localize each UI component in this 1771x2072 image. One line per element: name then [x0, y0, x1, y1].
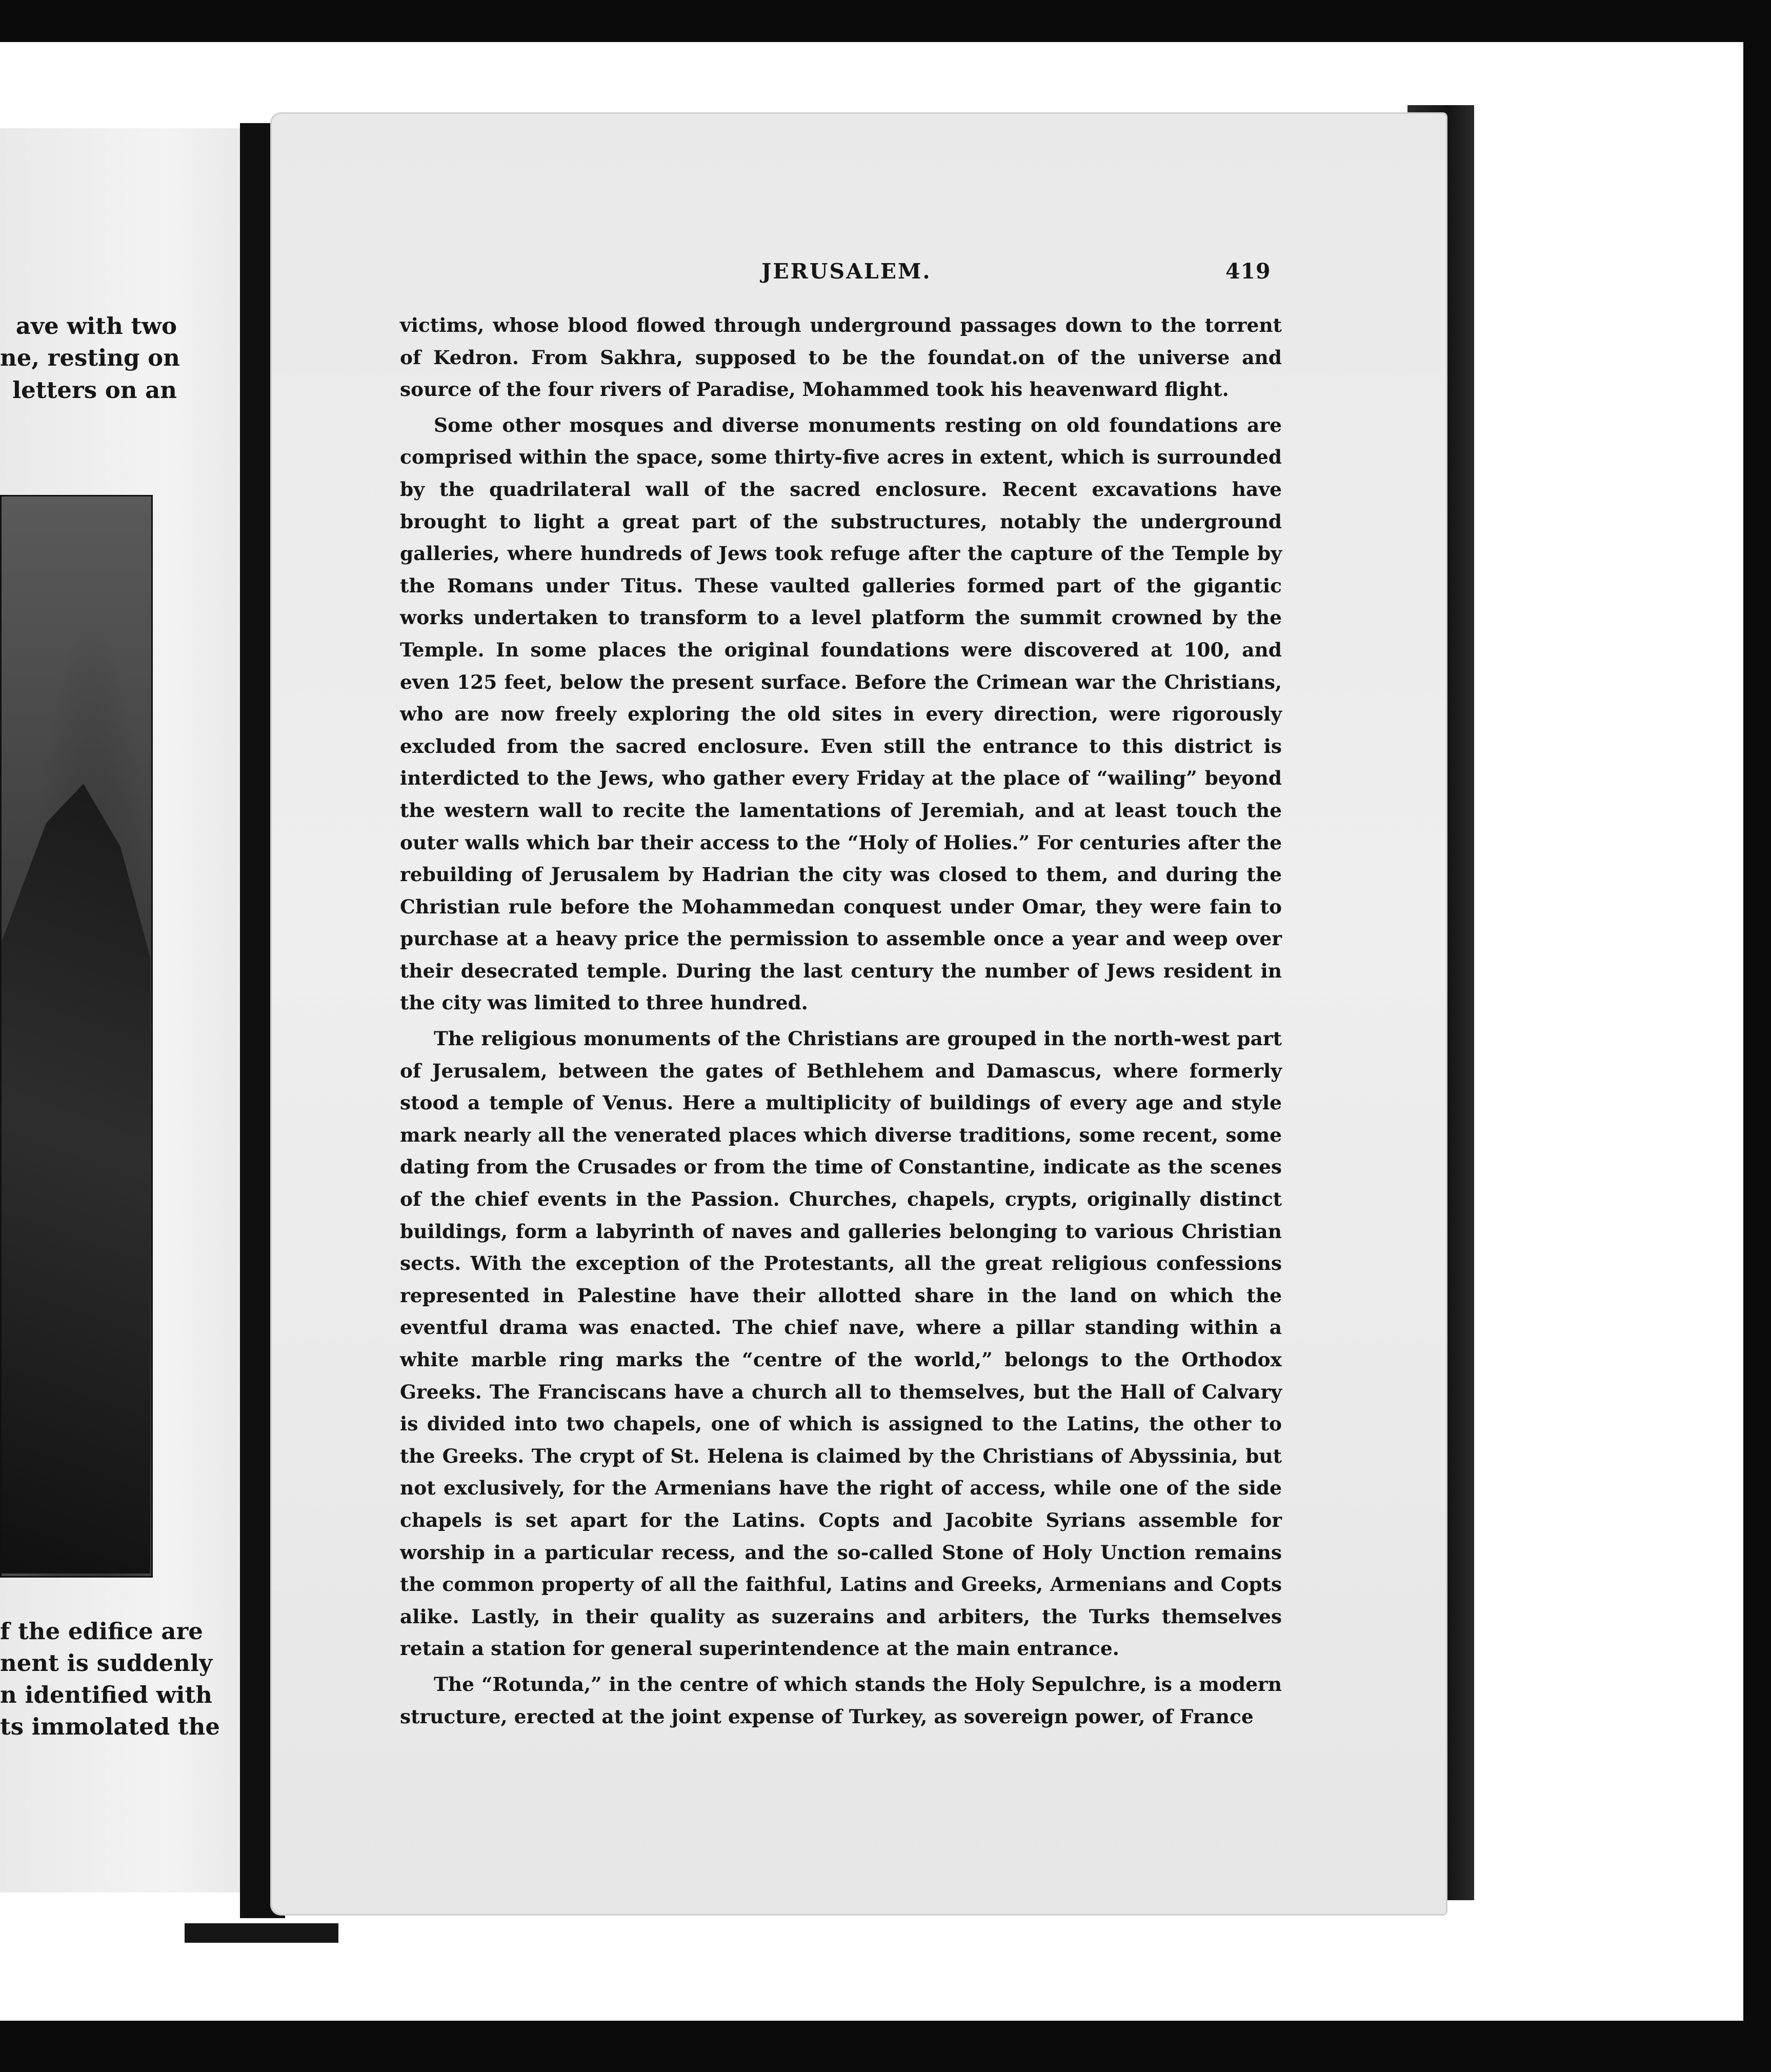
left-page-line: n identified with [0, 1681, 212, 1708]
body-paragraph: The religious monuments of the Christians are grouped in the north-west part of Jerusalem, between the gates of Bethlehem and Damascus, where formerly stood a temple of Venus. Here a multiplicity of buildings of every age and style mark nearly all the venerated places which diverse traditions, some recent, some dating from the Crusades or from the time of Constantine, indicate as the scenes of the chief events in the Passion. Churches, chapels, crypts, originally distinct buildings, form a labyrinth of naves and galleries belonging to various Christian sects. With the exception of the Protestants, all the great religious confessions represented in Palestine have their allotted share in the land on which the eventful drama was enacted. The chief nave, where a pillar standing within a white marble ring marks the “centre of the world,” belongs to the Orthodox Greeks. The Franciscans have a church all to themselves, but the Hall of Calvary is divided into two chapels, one of which is assigned to the Latins, the other to the Greeks. The crypt of St. Helena is claimed by the Christians of Abyssinia, but not exclusively, for the Armenians have the right of access, while one of the side chapels is set apart for the Latins. Copts and Jacobite Syrians assemble for worship in a particular recess, and the so-called Stone of Holy Unction remains the common property of all the faithful, Latins and Greeks, Armenians and Copts alike. Lastly, in their quality as suzerains and arbiters, the Turks themselves retain a station for general superintendence at the main entrance. [400, 1027, 1282, 1660]
left-page-line: letters on an [12, 376, 177, 404]
body-paragraph: Some other mosques and diverse monuments resting on old foundations are comprised within the space, some thirty-five acres in extent, which is surrounded by the quadrilateral wall of the sacred enclosure. Recent excavations have brought to light a great part of the substructures, notably the underground galleries, where hundreds of Jews took refuge after the capture of the Temple by the Romans under Titus. These vaulted galleries formed part of the gigantic works undertaken to transform to a level platform the summit crowned by the Temple. In some places the original foundations were discovered at 100, and even 125 feet, below the present surface. Before the Crimean war the Christians, who are now freely exploring the old sites in every direction, were rigorously excluded from the sacred enclosure. Even still the entrance to this district is interdicted to the Jews, who gather every Friday at the place of “wailing” beyond the western wall to recite the lamentations of Jeremiah, and at least touch the outer walls which bar their access to the “Holy of Holies.” For centuries after the rebuilding of Jerusalem by Hadrian the city was closed to them, and during the Christian rule before the Mohammedan conquest under Omar, they were fain to purchase at a heavy price the permission to assemble once a year and weep over their desecrated temple. During the last century the number of Jews resident in the city was limited to three hundred. [400, 413, 1282, 1014]
left-page-engraving [0, 495, 153, 1578]
left-page-line: ts immolated the [0, 1713, 220, 1740]
left-page-line: nent is suddenly [0, 1649, 213, 1677]
left-page-line: ne, resting on [0, 344, 180, 371]
page-body-text [400, 309, 1282, 1736]
scan-border-right [1743, 0, 1771, 2072]
mountain-engraving-shape [2, 784, 150, 1573]
left-page-line: ave with two [15, 312, 177, 340]
body-paragraph: The “Rotunda,” in the centre of which stands the Holy Sepulchre, is a modern structure, erected at the joint expense of Turkey, as sovereign power, of France [400, 1672, 1282, 1728]
running-head-title: JERUSALEM. [761, 259, 932, 284]
scan-border-bottom [0, 2021, 1771, 2072]
left-page-line: f the edifice are [0, 1618, 203, 1645]
scan-border-top [0, 0, 1771, 42]
body-paragraph: victims, whose blood flowed through underground passages down to the torrent of Kedron. From Sakhra, supposed to be the foundat.on of the universe and source of the four rivers of Paradise, Mohammed took his heavenward flight. [400, 314, 1282, 401]
page-number: 419 [1225, 259, 1271, 284]
book-spine-foot [185, 1923, 338, 1943]
